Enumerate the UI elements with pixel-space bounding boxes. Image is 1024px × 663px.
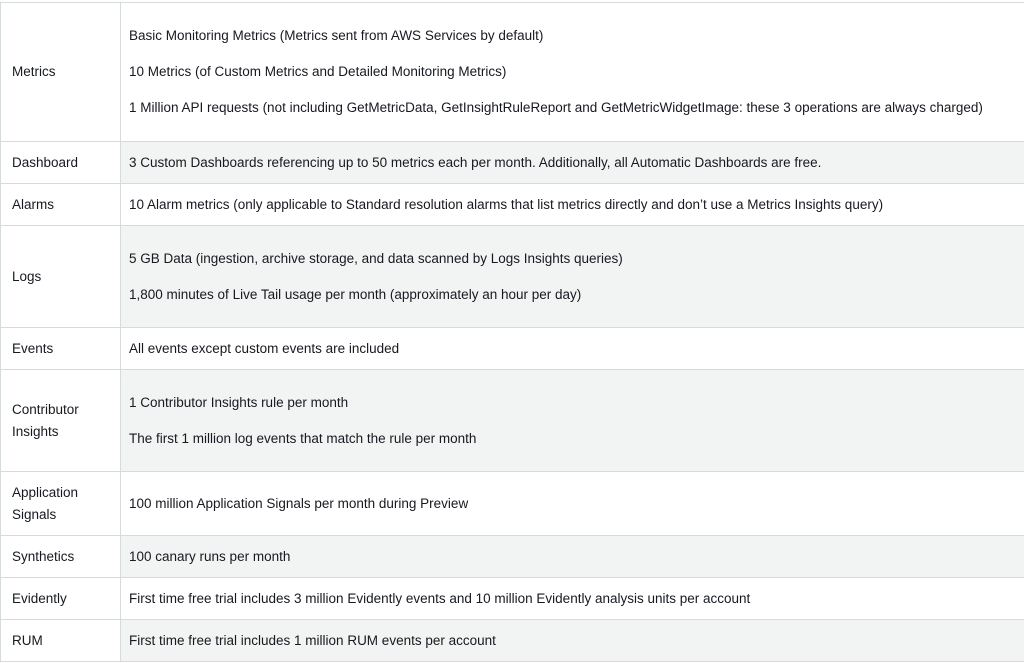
table-row-logs	[1, 226, 1024, 328]
row-label: Contributor Insights	[1, 370, 121, 471]
table-row-application-signals	[1, 472, 1024, 536]
row-value-line: First time free trial includes 3 million Evidently events and 10 million Evidently analysis units per account	[129, 590, 751, 606]
row-value	[121, 3, 1024, 141]
table-row-alarms	[1, 184, 1024, 226]
row-value	[121, 184, 1024, 225]
table-row-metrics	[1, 3, 1024, 142]
row-value	[121, 472, 1024, 535]
row-value-line: 10 Metrics (of Custom Metrics and Detailed Monitoring Metrics)	[129, 64, 507, 79]
row-value-line: All events except custom events are included	[129, 340, 400, 356]
row-label: Application Signals	[1, 472, 121, 535]
row-value-line: 100 canary runs per month	[129, 548, 291, 564]
row-value	[121, 328, 1024, 369]
row-label: Alarms	[1, 184, 121, 225]
row-label: Dashboard	[1, 142, 121, 183]
row-label: Metrics	[1, 3, 121, 141]
row-label: Logs	[1, 226, 121, 327]
table-row-events	[1, 328, 1024, 370]
row-value	[121, 536, 1024, 577]
table-row-contributor-insights	[1, 370, 1024, 472]
table-row-synthetics	[1, 536, 1024, 578]
row-label: Evidently	[1, 578, 121, 619]
row-value-line: The first 1 million log events that match the rule per month	[129, 430, 477, 446]
row-label: Synthetics	[1, 536, 121, 577]
row-value-line: 100 million Application Signals per month during Preview	[129, 495, 469, 511]
row-value	[121, 620, 1024, 661]
table-row-rum	[1, 620, 1024, 662]
row-value-line: 3 Custom Dashboards referencing up to 50 metrics each per month. Additionally, all Automatic Dashboards are free.	[129, 154, 822, 170]
row-value-line: 1 Contributor Insights rule per month	[129, 394, 349, 410]
row-value	[121, 578, 1024, 619]
row-value-line: 5 GB Data (ingestion, archive storage, and data scanned by Logs Insights queries)	[129, 250, 623, 266]
row-label: RUM	[1, 620, 121, 661]
row-value	[121, 226, 1024, 327]
row-value-line: First time free trial includes 1 million RUM events per account	[129, 632, 496, 648]
row-value	[121, 370, 1024, 471]
row-value	[121, 142, 1024, 183]
table-row-evidently	[1, 578, 1024, 620]
row-value-line: 1 Million API requests (not including GetMetricData, GetInsightRuleReport and GetMetricWidgetImage: these 3 operations are always charged)	[129, 100, 983, 115]
row-value-line: 10 Alarm metrics (only applicable to Standard resolution alarms that list metrics directly and don’t use a Metrics Insights query)	[129, 196, 884, 212]
row-label: Events	[1, 328, 121, 369]
row-value-line: Basic Monitoring Metrics (Metrics sent from AWS Services by default)	[129, 28, 544, 43]
table-row-dashboard	[1, 142, 1024, 184]
row-value-line: 1,800 minutes of Live Tail usage per month (approximately an hour per day)	[129, 286, 582, 302]
free-tier-table	[0, 2, 1024, 662]
